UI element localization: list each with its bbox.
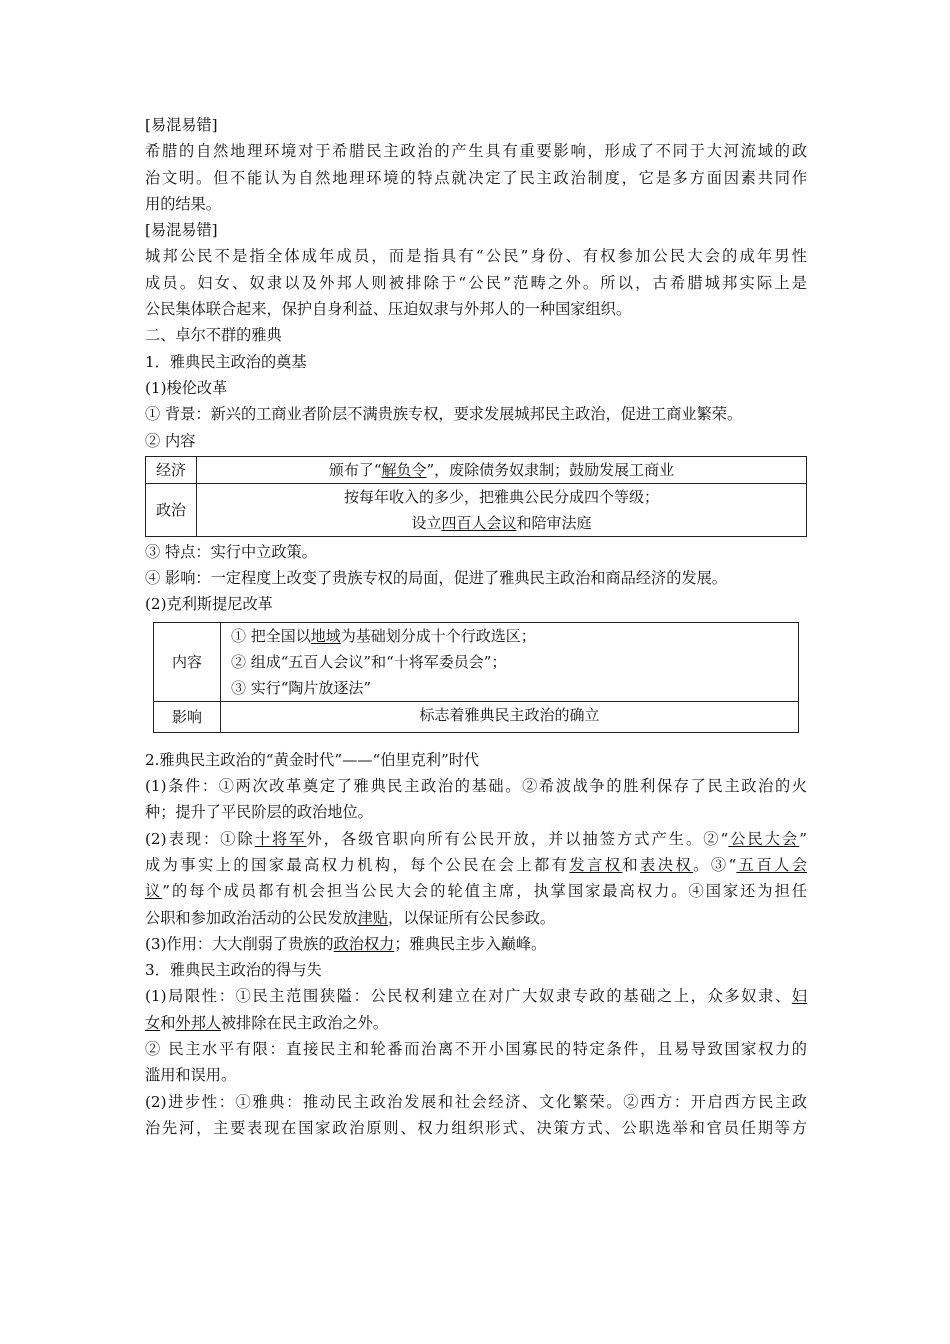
table-row	[146, 483, 807, 536]
paragraph-line: 用的结果。	[145, 194, 221, 213]
text-span: ”	[799, 829, 807, 848]
underlined-term: 外邦人	[175, 1013, 221, 1032]
paragraph-line	[145, 905, 807, 931]
confusion-tag: [易混易错]	[145, 116, 218, 134]
paragraph-line: 成员。妇女、奴隶以及外邦人则被排除于“公民”范畴之外。所以，古希腊城邦实际上是	[145, 273, 807, 292]
solon-reform-title: (1)梭伦改革	[145, 378, 228, 397]
underlined-term: 女	[145, 1013, 161, 1032]
underlined-term: 津贴	[357, 908, 388, 927]
underlined-term: 十将军	[254, 829, 307, 848]
section-heading: 二、卓尔不群的雅典	[145, 326, 282, 345]
paragraph-line: (2)进步性：①雅典：推动民主政治发展和社会经济、文化繁荣。②西方：开启西方民主政	[145, 1092, 807, 1111]
underlined-term: 四百人会议	[441, 513, 517, 532]
solon-reform-table	[145, 456, 807, 537]
paragraph-line	[145, 1010, 807, 1036]
text-span: 和陪审法庭	[516, 513, 592, 532]
text-span: 颁布了“	[328, 460, 382, 479]
subsection-heading: 1．雅典民主政治的奠基	[145, 352, 307, 371]
document-page	[145, 112, 807, 1141]
cleisthenes-reform-table	[153, 622, 799, 733]
underlined-term: 妇	[791, 987, 807, 1006]
table-row-header: 内容	[154, 622, 221, 701]
solon-impact: ④ 影响：一定程度上改变了贵族专权的局面，促进了雅典民主政治和商品经济的发展。	[145, 569, 727, 588]
underlined-term: 解负令	[381, 460, 427, 479]
text-span: ；雅典民主步入巅峰。	[394, 934, 547, 953]
underlined-term: 公民大会	[728, 829, 800, 848]
underlined-term: 表决权	[640, 855, 694, 874]
paragraph-line: 种；提升了平民阶层的政治地位。	[145, 803, 373, 822]
text-span: ”，废除债务奴隶制；鼓励发展工商业	[426, 460, 675, 479]
confusion-tag: [易混易错]	[145, 221, 218, 240]
paragraph-line: (1)条件：①两次改革奠定了雅典民主政治的基础。②希波战争的胜利保存了民主政治的火	[145, 777, 807, 796]
table-cell	[197, 483, 807, 536]
table-cell-line	[197, 510, 806, 536]
underlined-term: 地域	[310, 626, 341, 645]
paragraph-line: 治先河，主要表现在国家政治原则、权力组织形式、决策方式、公职选举和官员任期等方	[145, 1118, 807, 1137]
paragraph-line	[145, 983, 807, 1009]
underlined-term: 发言权	[569, 855, 623, 874]
underlined-term: 五百人会	[736, 855, 807, 874]
table-cell	[197, 456, 807, 483]
table-row-header: 影响	[154, 701, 221, 732]
text-span: (2)表现：①除	[145, 829, 255, 848]
table-cell-line	[231, 623, 798, 649]
text-span: 成为事实上的国家最高权力机构，每个公民在会上都有	[145, 855, 570, 874]
table-cell	[221, 622, 799, 701]
subsection-heading: 2.雅典民主政治的“黄金时代”——“伯里克利”时代	[145, 750, 480, 769]
paragraph-line: 滥用和误用。	[145, 1066, 237, 1085]
paragraph-line	[145, 931, 807, 957]
table-row	[154, 701, 799, 732]
text-span: 被排除在民主政治之外。	[220, 1013, 388, 1032]
solon-feature: ③ 特点：实行中立政策。	[145, 542, 317, 561]
table-cell: 标志着雅典民主政治的确立	[221, 701, 799, 732]
paragraph-line: 城邦公民不是指全体成年成员，而是指具有“公民”身份、有权参加公民大会的成年男性	[145, 247, 807, 266]
solon-content-label: ② 内容	[145, 431, 196, 450]
table-row-header: 经济	[146, 456, 197, 483]
text-span: 设立	[411, 513, 442, 532]
paragraph-line: 治文明。但不能认为自然地理环境的特点就决定了民主政治制度，它是多方面因素共同作	[145, 168, 807, 187]
table-row-header: 政治	[146, 483, 197, 536]
paragraph-line	[145, 852, 807, 878]
text-span: ① 把全国以	[231, 626, 311, 645]
cleisthenes-reform-title: (2)克利斯提尼改革	[145, 595, 273, 614]
paragraph-line	[145, 878, 807, 904]
text-span: 和	[160, 1013, 176, 1032]
underlined-term: 议	[145, 882, 163, 901]
text-span: 和	[622, 855, 641, 874]
text-span: 外，各级官职向所有公民开放，并以抽签方式产生。②“	[306, 829, 729, 848]
table-cell-line: ③ 实行“陶片放逐法”	[231, 678, 372, 697]
text-span: ”的每个成员都有机会担当公民大会的轮值主席，执掌国家最高权力。④国家还为担任	[162, 882, 807, 901]
table-cell-line: 按每年收入的多少，把雅典公民分成四个等级；	[343, 487, 659, 506]
text-span: (1)局限性：①民主范围狭隘：公民权利建立在对广大奴隶专政的基础之上，众多奴隶、	[145, 987, 792, 1006]
paragraph-line: 希腊的自然地理环境对于希腊民主政治的产生具有重要影响，形成了不同于大河流域的政	[145, 142, 807, 161]
underlined-term: 政治权力	[333, 934, 395, 953]
text-span: ，以保证所有公民参政。	[388, 908, 556, 927]
text-span: 。③“	[693, 855, 737, 874]
table-row	[146, 456, 807, 483]
paragraph-line	[145, 826, 807, 852]
subsection-heading: 3．雅典民主政治的得与失	[145, 961, 322, 980]
paragraph-line: 公民集体联合起来，保护自身利益、压迫奴隶与外邦人的一种国家组织。	[145, 300, 631, 319]
paragraph-line: ② 民主水平有限：直接民主和轮番而治离不开小国寡民的特定条件，且易导致国家权力的	[145, 1040, 807, 1059]
table-row	[154, 622, 799, 701]
solon-background: ① 背景：新兴的工商业者阶层不满贵族专权，要求发展城邦民主政治，促进工商业繁荣。	[145, 405, 743, 424]
text-span: 公职和参加政治活动的公民发放	[145, 908, 358, 927]
table-cell-line: ② 组成“五百人会议”和“十将军委员会”；	[231, 652, 507, 671]
text-span: (3)作用：大大削弱了贵族的	[145, 934, 334, 953]
text-span: 为基础划分成十个行政选区；	[340, 626, 536, 645]
